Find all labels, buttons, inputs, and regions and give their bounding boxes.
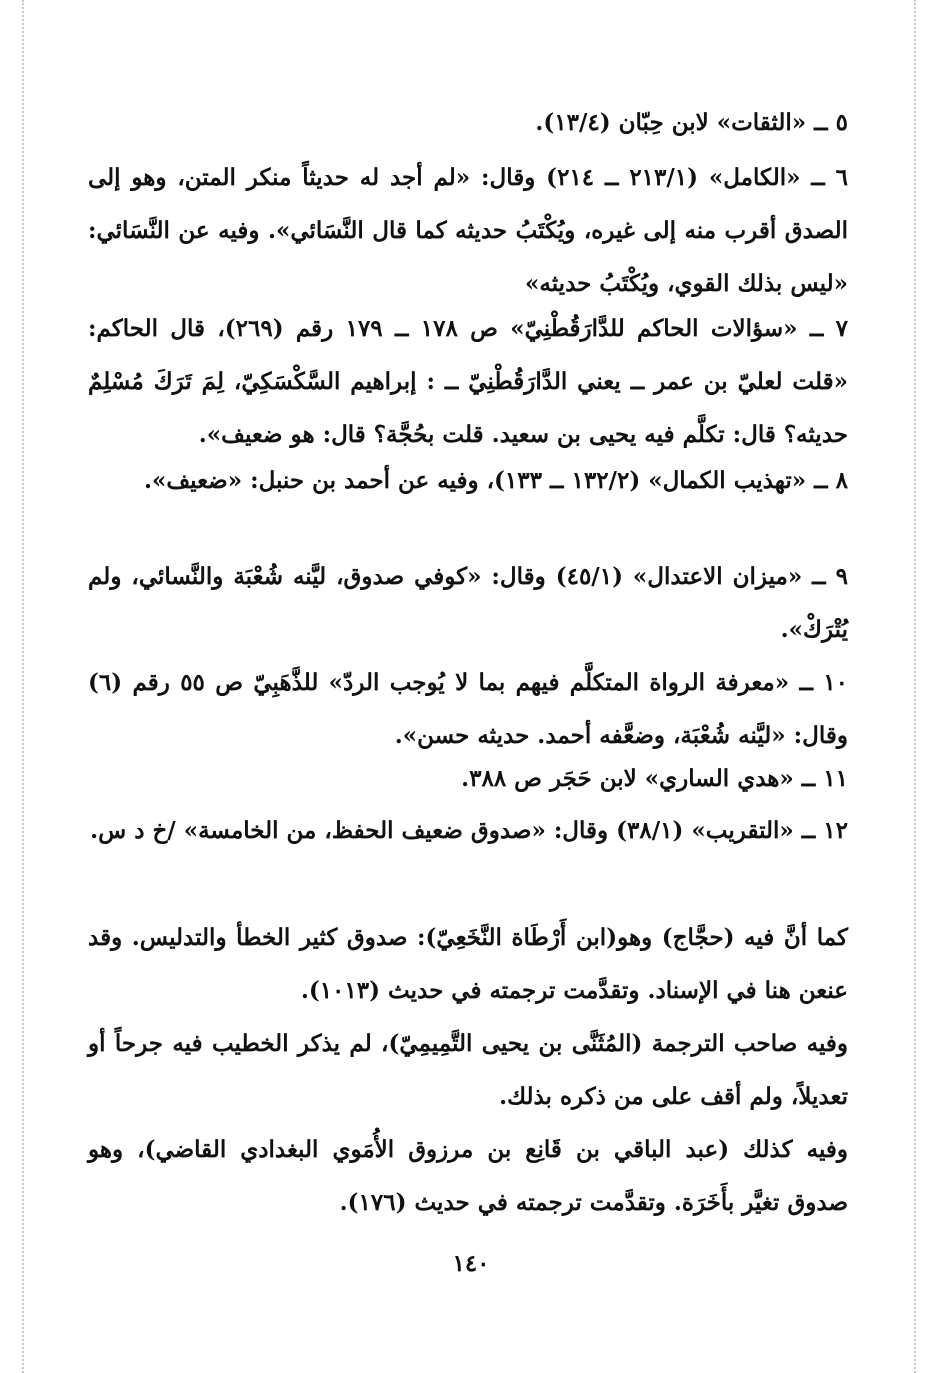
page-number: ١٤٠ <box>452 1250 490 1277</box>
paragraph-abdulbaqi: وفيه كذلك (عبد الباقي بن قَانِع بن مرزوق الأُمَوي البغدادي القاضي)، وهو صدوق تغيَّر بأَخَرَة. وتقدَّمت ترجمته في حديث (١٧٦). <box>88 1136 848 1216</box>
reference-7: ٧ ــ «سؤالات الحاكم للدَّارَقُطْنِيّ» ص ١٧٨ ــ ١٧٩ رقم (٢٦٩)، قال الحاكم: «قلت لعليّ بن عمر ــ يعني الدَّارَقُطْنِيّ ــ : إبراهيم السَّكْسَكِيّ، لِمَ تَرَكَ مُسْلِمٌ حديثه؟ قال: تكلَّم فيه يحيى بن سعيد. قلت بحُجَّة؟ قال: هو ضعيف». <box>88 315 848 448</box>
paragraph-muthanna: وفيه صاحب الترجمة (المُثَنَّى بن يحيى التَّمِيمِيّ)، لم يذكر الخطيب فيه جرحاً أو تعديلاً، ولم أقف على من ذكره بذلك. <box>88 1030 848 1110</box>
right-margin-guide <box>914 0 916 1373</box>
left-margin-guide <box>22 0 24 1373</box>
reference-10: ١٠ ــ «معرفة الرواة المتكلَّم فيهم بما لا يُوجب الردّ» للذَّهَبِيّ ص ٥٥ رقم (٦) وقال: «ليَّنه شُعْبَة، وضعَّفه أحمد. حديثه حسن». <box>88 669 848 749</box>
reference-8: ٨ ــ «تهذيب الكمال» (١٣٢/٢ ــ ١٣٣)، وفيه عن أحمد بن حنبل: «ضعيف». <box>143 467 848 494</box>
reference-11: ١١ ــ «هدي الساري» لابن حَجَر ص ٣٨٨. <box>461 765 848 792</box>
reference-9: ٩ ــ «ميزان الاعتدال» (٤٥/١) وقال: «كوفي صدوق، ليَّنه شُعْبَة والنَّسائي، ولم يُتْرَكْ». <box>88 563 848 643</box>
reference-5: ٥ ــ «الثقات» لابن حِبّان (١٣/٤). <box>535 109 848 136</box>
reference-12: ١٢ ــ «التقريب» (٣٨/١) وقال: «صدوق ضعيف الحفظ، من الخامسة» /خ د س. <box>90 817 848 844</box>
paragraph-hajjaj: كما أنَّ فيه (حجَّاج) وهو(ابن أَرْطَاة النَّخَعِيّ): صدوق كثير الخطأ والتدليس. وقد عنعن هنا في الإسناد. وتقدَّمت ترجمته في حديث (١٠١٣). <box>88 924 848 1004</box>
reference-6: ٦ ــ «الكامل» (٢١٣/١ ــ ٢١٤) وقال: «لم أجد له حديثاً منكر المتن، وهو إلى الصدق أقرب منه إلى غيره، ويُكْتَبُ حديثه كما قال النَّسَائي». وفيه عن النَّسَائي: «ليس بذلك القوي، ويُكْتَبُ حديثه» <box>88 164 848 297</box>
